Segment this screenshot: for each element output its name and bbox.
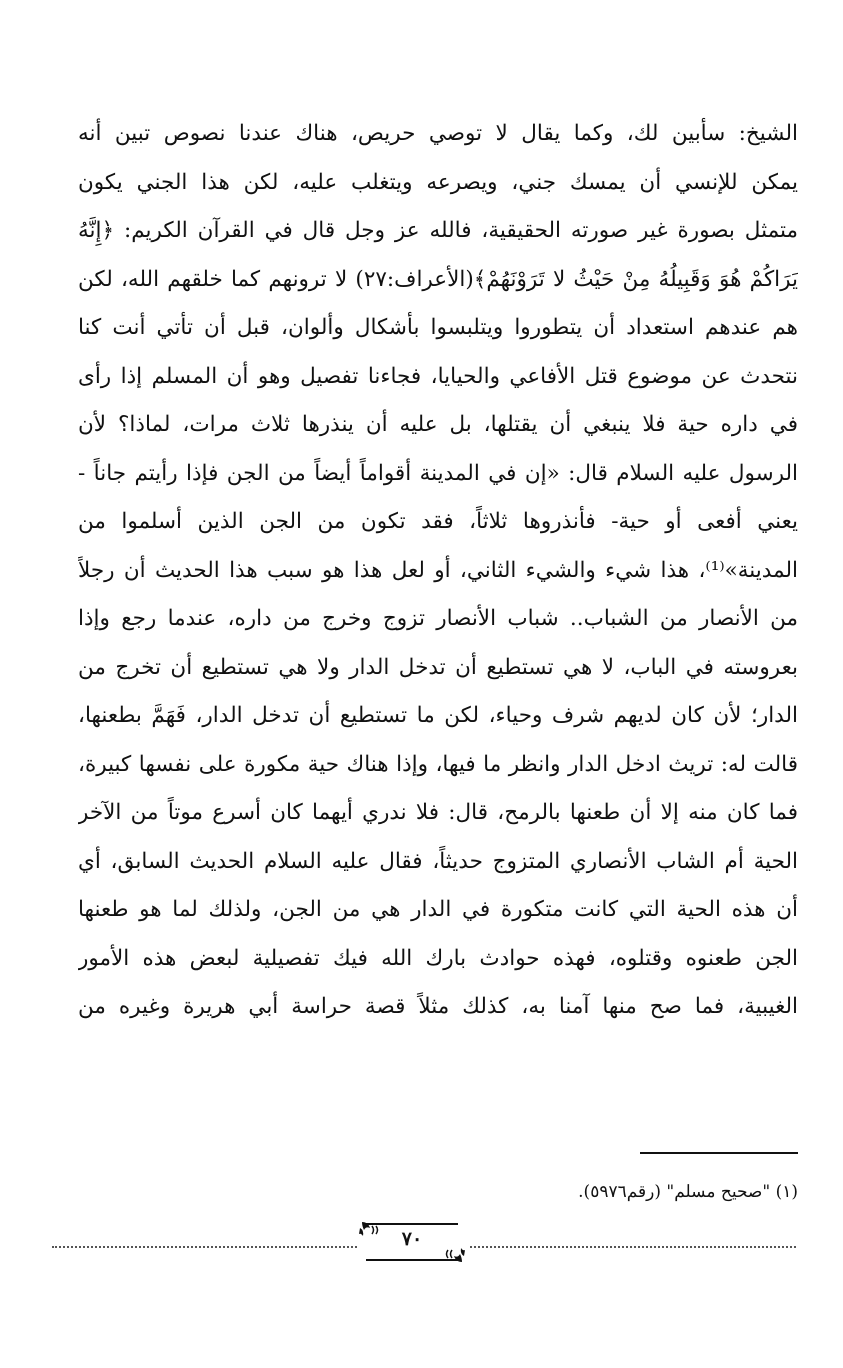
footnote-separator <box>640 1152 798 1154</box>
text-line: بعروسته في الباب، لا هي تستطيع أن تدخل الدار ولا هي تستطيع أن تخرج من <box>78 654 798 680</box>
text-line: فما كان منه إلا أن طعنها بالرمح، قال: فلا ندري أيهما كان أسرع موتاً من الآخر <box>78 800 798 825</box>
footer-dotted-rule-left <box>52 1246 357 1248</box>
text-line: الشيخ: سأبين لك، وكما يقال لا توصي حريص، هناك عندنا نصوص تبين أنه <box>78 121 798 146</box>
text-line: متمثل بصورة غير صورته الحقيقية، فالله عز وجل قال في القرآن الكريم: ﴿إِنَّهُ <box>78 218 798 243</box>
text-line: الجن طعنوه وقتلوه، فهذه حوادث بارك الله فيك تفصيلية لبعض هذه الأمور <box>78 945 798 971</box>
text-line: نتحدث عن موضوع قتل الأفاعي والحيايا، فجاءنا تفصيل وهو أن المسلم إذا رأى <box>78 363 798 389</box>
body-text <box>78 110 798 1032</box>
page-number: ٧٠ <box>401 1228 423 1250</box>
page-number-frame <box>358 1218 466 1266</box>
text-line: من الأنصار من الشباب.. شباب الأنصار تزوج وخرج من داره، عندما رجع وإذا <box>78 606 798 631</box>
text-line: قالت له: تريث ادخل الدار وانظر ما فيها، وإذا هناك حية مكورة على نفسها كبيرة، <box>78 751 798 777</box>
text-line: المدينة»⁽¹⁾، هذا شيء والشيء الثاني، أو لعل هذا هو سبب هذا الحديث أن رجلاً <box>78 557 798 583</box>
text-line: الحية أم الشاب الأنصاري المتزوج حديثاً، فقال عليه السلام الحديث السابق، أي <box>78 848 798 874</box>
text-line: يمكن للإنسي أن يمسك جني، ويصرعه ويتغلب عليه، لكن هذا الجني يكون <box>78 169 798 195</box>
text-line: هم عندهم استعداد أن يتطوروا ويتلبسوا بأشكال وألوان، قبل أن تأتي أنت كنا <box>78 315 798 340</box>
text-line: في داره حية فلا ينبغي أن يقتلها، بل عليه أن ينذرها ثلاث مرات، لماذا؟ لأن <box>78 412 798 437</box>
text-line: الرسول عليه السلام قال: «إن في المدينة أقواماً أيضاً من الجن فإذا رأيتم جاناً - <box>78 460 798 486</box>
text-line: يَرَاكُمْ هُوَ وَقَبِيلُهُ مِنْ حَيْثُ لا تَرَوْنَهُمْ﴾(الأعراف:٢٧) لا ترونهم كما خلقهم الله، لكن <box>78 266 798 292</box>
text-line: الغيبية، فما صح منها آمنا به، كذلك مثلاً قصة حراسة أبي هريرة وغيره من <box>78 994 798 1019</box>
text-line: أن هذه الحية التي كانت متكورة في الدار هي من الجن، ولذلك لما هو طعنها <box>78 897 798 922</box>
text-line: يعني أفعى أو حية- فأنذروها ثلاثاً، فقد تكون من الجن الذين أسلموا من <box>78 509 798 534</box>
text-line: الدار؛ لأن كان لديهم شرف وحياء، لكن ما تستطيع أن تدخل الدار، فَهَمَّ بطعنها، <box>78 703 798 728</box>
footer-dotted-rule-right <box>470 1246 796 1248</box>
footnote: (١) "صحيح مسلم" (رقم٥٩٧٦). <box>578 1182 798 1202</box>
